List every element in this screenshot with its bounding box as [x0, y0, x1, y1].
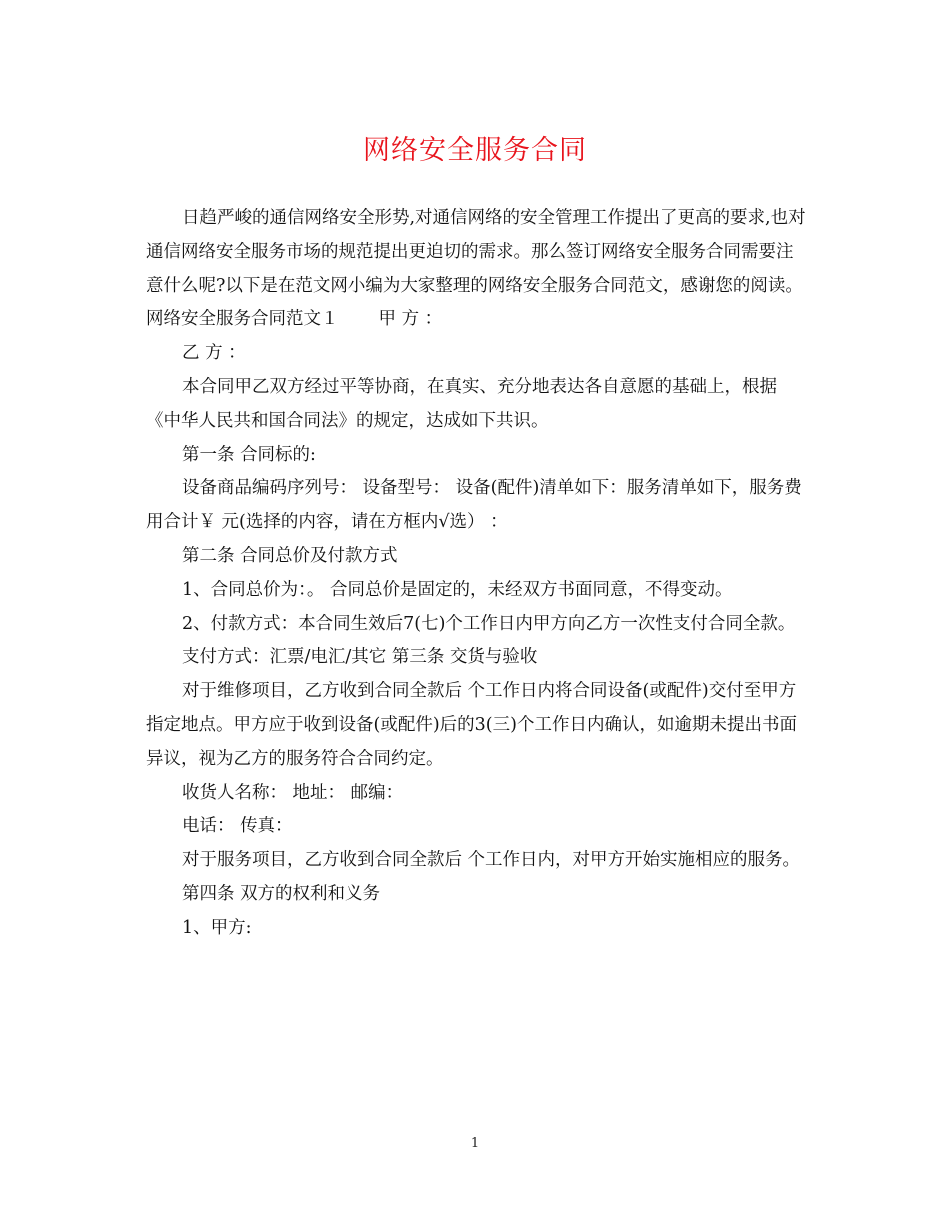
service-paragraph: 对于服务项目，乙方收到合同全款后 个工作日内，对甲方开始实施相应的服务。 — [182, 850, 801, 871]
article-1-paragraph: 设备商品编码序列号： 设备型号： 设备(配件)清单如下：服务清单如下，服务费用合计￥ 元(选择的内容，请在方框内√选） ： — [146, 478, 802, 533]
party-b-label: 乙 方 ： — [182, 343, 246, 364]
payment-method-paragraph: 2、付款方式：本合同生效后7(七)个工作日内甲方向乙方一次性支付合同全款。 — [182, 613, 796, 634]
intro-paragraph: 日趋严峻的通信网络安全形势,对通信网络的安全管理工作提出了更高的要求,也对通信网络安全服务市场的规范提出更迫切的需求。那么签订网络安全服务合同需要注意什么呢?以下是在范文网小编为大家整理的网络安全服务合同范文，感谢您的阅读。 — [146, 208, 806, 296]
payment-type-paragraph: 支付方式：汇票/电汇/其它 第三条 交货与验收 — [182, 647, 538, 668]
sample-heading: 网络安全服务合同范文１ — [146, 309, 339, 330]
party-a-label: 甲 方 ： — [378, 309, 443, 330]
document-body — [146, 202, 808, 946]
article-2-heading: 第二条 合同总价及付款方式 — [182, 545, 398, 566]
consignee-paragraph: 收货人名称： 地址： 邮编： — [182, 782, 404, 803]
article-4-heading: 第四条 双方的权利和义务 — [182, 883, 381, 904]
sample-heading-line — [146, 303, 808, 337]
preamble-paragraph: 本合同甲乙双方经过平等协商，在真实、充分地表达各自意愿的基础上，根据《中华人民共和国合同法》的规定，达成如下共识。 — [146, 376, 777, 431]
document-title: 网络安全服务合同 — [363, 135, 587, 166]
total-price-paragraph: 1、合同总价为：。 合同总价是固定的，未经双方书面同意，不得变动。 — [182, 579, 733, 600]
article-1-heading: 第一条 合同标的: — [182, 444, 316, 465]
page-number: 1 — [470, 1136, 480, 1151]
phone-fax-paragraph: 电话： 传真： — [182, 816, 293, 837]
party-a-obligations: 1、甲方: — [182, 917, 252, 938]
delivery-paragraph: 对于维修项目，乙方收到合同全款后 个工作日内将合同设备(或配件)交付至甲方指定地点。甲方应于收到设备(或配件)后的3(三)个工作日内确认，如逾期未提出书面异议，视为乙方的服务符合合同约定。 — [146, 681, 797, 769]
